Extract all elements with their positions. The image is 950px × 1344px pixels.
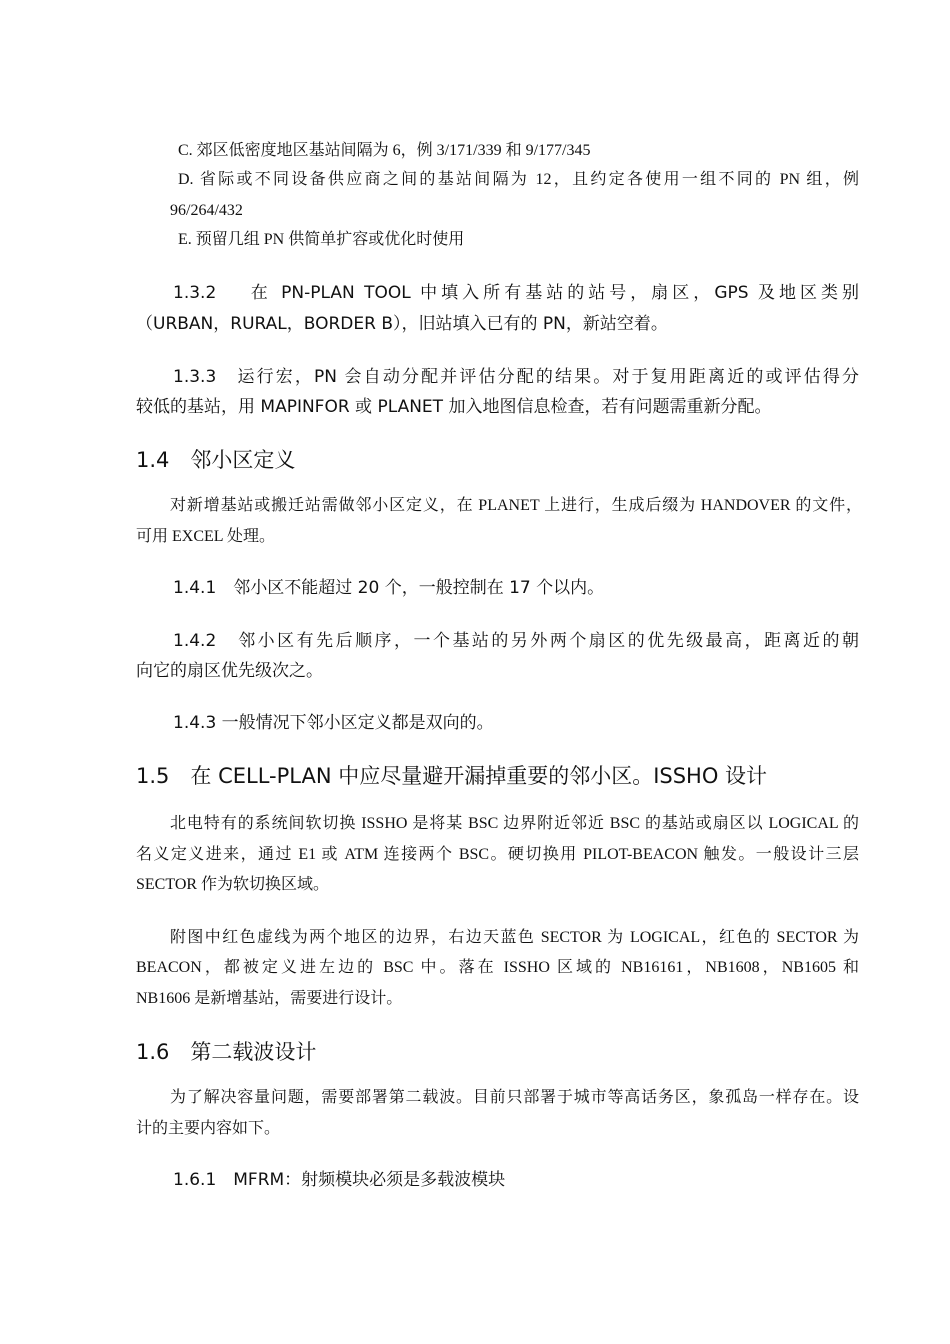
list-item-d-line2: 96/264/432 — [170, 202, 243, 219]
section-1-3-2-line1: 1.3.2 在 PN-PLAN TOOL 中填入所有基站的站号，扇区，GPS 及地区类别 — [173, 283, 859, 303]
section-1-4-1: 1.4.1 邻小区不能超过 20 个，一般控制在 17 个以内。 — [173, 578, 605, 598]
list-item-e: E. 预留几组 PN 供简单扩容或优化时使用 — [178, 231, 465, 248]
heading-1-5: 1.5 在 CELL-PLAN 中应尽量避开漏掉重要的邻小区。ISSHO 设计 — [136, 764, 768, 788]
section-1-3-3-line2: 较低的基站，用 MAPINFOR 或 PLANET 加入地图信息检查，若有问题需重新分配。 — [136, 397, 772, 417]
paragraph-1-5a-line1: 北电特有的系统间软切换 ISSHO 是将某 BSC 边界附近邻近 BSC 的基站或扇区以 LOGICAL 的 — [170, 815, 859, 832]
paragraph-1-5b-line2: BEACON，都被定义进左边的 BSC 中。落在 ISSHO 区域的 NB16161，NB1608，NB1605 和 — [136, 959, 859, 976]
paragraph-1-5a-line2: 名义定义进来，通过 E1 或 ATM 连接两个 BSC。硬切换用 PILOT-BEACON 触发。一般设计三层 — [136, 846, 859, 863]
paragraph-1-4-line2: 可用 EXCEL 处理。 — [136, 528, 275, 545]
section-1-6-1: 1.6.1 MFRM：射频模块必须是多载波模块 — [173, 1170, 506, 1190]
section-1-4-2-line2: 向它的扇区优先级次之。 — [136, 661, 323, 681]
list-item-d-line1: D. 省际或不同设备供应商之间的基站间隔为 12，且约定各使用一组不同的 PN 组，例 — [178, 171, 859, 188]
paragraph-1-5b-line3: NB1606 是新增基站，需要进行设计。 — [136, 990, 403, 1007]
paragraph-1-6-line1: 为了解决容量问题，需要部署第二载波。目前只部署于城市等高话务区，象孤岛一样存在。设 — [170, 1089, 859, 1106]
heading-1-4: 1.4 邻小区定义 — [136, 448, 296, 472]
section-1-3-2-line2: （URBAN，RURAL，BORDER B），旧站填入已有的 PN，新站空着。 — [136, 314, 668, 334]
section-1-4-3: 1.4.3 一般情况下邻小区定义都是双向的。 — [173, 713, 494, 733]
section-1-3-3-line1: 1.3.3 运行宏，PN 会自动分配并评估分配的结果。对于复用距离近的或评估得分 — [173, 367, 859, 387]
paragraph-1-4-line1: 对新增基站或搬迁站需做邻小区定义，在 PLANET 上进行，生成后缀为 HANDOVER 的文件， — [170, 497, 862, 514]
heading-1-6: 1.6 第二载波设计 — [136, 1040, 317, 1064]
paragraph-1-5b-line1: 附图中红色虚线为两个地区的边界，右边天蓝色 SECTOR 为 LOGICAL，红色的 SECTOR 为 — [170, 929, 859, 946]
list-item-c: C. 郊区低密度地区基站间隔为 6，例 3/171/339 和 9/177/345 — [178, 142, 591, 159]
paragraph-1-6-line2: 计的主要内容如下。 — [136, 1120, 281, 1137]
paragraph-1-5a-line3: SECTOR 作为软切换区域。 — [136, 876, 330, 893]
section-1-4-2-line1: 1.4.2 邻小区有先后顺序，一个基站的另外两个扇区的优先级最高，距离近的朝 — [173, 631, 859, 651]
